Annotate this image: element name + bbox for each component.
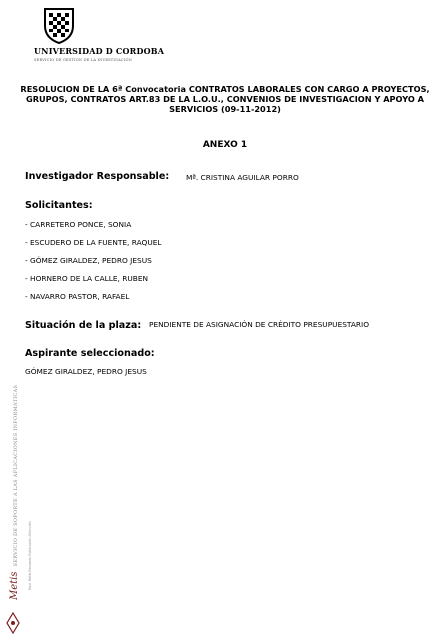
university-subtitle: SERVICIO DE GESTIÓN DE LA INVESTIGACIÓN xyxy=(34,58,132,62)
sidebar-main-text: SERVICIO DE SOPORTE A LAS APLICACIONES INFORMATICAS xyxy=(13,384,19,567)
sidebar-small-text: Mod. Metis-Resumen-Publicación-Selección xyxy=(28,521,32,590)
metis-emblem-icon xyxy=(6,612,20,634)
applicants-list xyxy=(25,219,162,309)
position-value: PENDIENTE DE ASIGNACIÓN DE CRÉDITO PRESUPUESTARIO xyxy=(149,320,370,329)
researcher-heading: Investigador Responsable: xyxy=(25,171,170,182)
selected-value: GÓMEZ GIRALDEZ, PEDRO JESUS xyxy=(25,367,147,376)
list-item: - GÓMEZ GIRALDEZ, PEDRO JESUS xyxy=(25,256,152,265)
university-logo xyxy=(34,6,165,68)
university-crest-icon xyxy=(42,6,76,44)
list-item: - CARRETERO PONCE, SONIA xyxy=(25,220,132,229)
annex-label: ANEXO 1 xyxy=(202,140,248,150)
university-name: UNIVERSIDAD D CORDOBA xyxy=(34,46,165,56)
applicants-heading: Solicitantes: xyxy=(25,200,93,211)
position-heading: Situación de la plaza: xyxy=(25,320,142,331)
list-item: - NAVARRO PASTOR, RAFAEL xyxy=(25,292,130,301)
list-item: - ESCUDERO DE LA FUENTE, RAQUEL xyxy=(25,238,162,247)
document-title: RESOLUCION DE LA 6ª Convocatoria CONTRATOS LABORALES CON CARGO A PROYECTOS, GRUPOS, CONTRATOS ART.83 DE LA L.O.U., CONVENIOS DE INVESTIGACION Y APOYO A SERVICIOS (09-11-2012) xyxy=(20,84,430,114)
sidebar-small-wrapper xyxy=(16,521,35,590)
selected-heading: Aspirante seleccionado: xyxy=(25,348,155,359)
sidebar-brand: Metis xyxy=(9,571,20,600)
list-item: - HORNERO DE LA CALLE, RUBEN xyxy=(25,274,149,283)
researcher-value: Mª. CRISTINA AGUILAR PORRO xyxy=(186,173,299,182)
